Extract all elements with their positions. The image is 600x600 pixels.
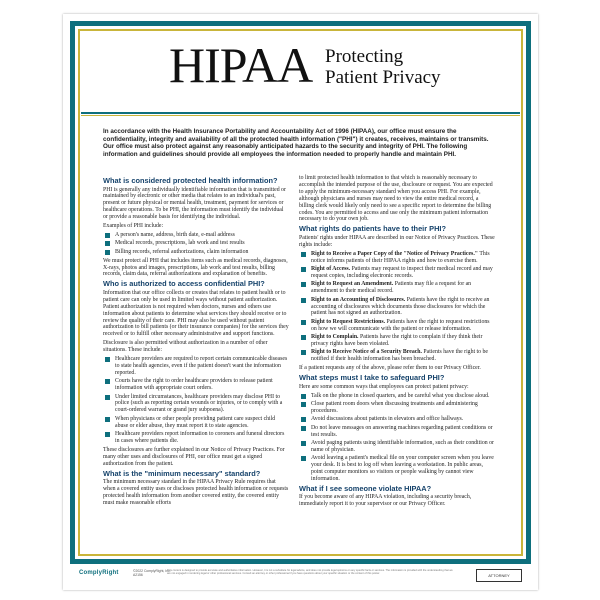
list-item: Right to Request an Amendment. Patients may file a request for an amendment to their medical record. [299,281,495,295]
poster-footer [75,568,526,582]
title-divider-accent [81,115,520,116]
bullet-square-icon [301,335,306,340]
section-heading-patient-rights: What rights do patients have to their PHI? [299,224,447,234]
paragraph: to limit protected health information to that which is reasonably necessary to accomplish the intended purpose of the use, disclosure or request. You are expected to apply the minimum-necessary standard when you access PHI. For example, although physicians and nurses may need to view the entire medical record, a billing clerk would likely only need to see a specific report to determine the billing codes. You are permitted to access and use only the minimum patient information necessary to do your own job. [299,175,493,223]
safeguard-list [299,393,495,483]
list-item: Avoid paging patients using identifiable information, such as their condition or name of physician. [299,440,495,454]
bullet-square-icon [105,379,110,384]
paragraph: Examples of PHI include: [103,223,164,230]
paragraph: Patients' rights under HIPAA are described in our Notice of Privacy Practices. These rights include: [299,234,495,248]
list-item: Right to Receive a Paper Copy of the "Notice of Privacy Practices." This notice informs patients of their HIPAA rights and how to exercise them. [299,251,495,265]
right-column [299,175,495,510]
copyright-notice: ©2022 ComplyRight, Inc. A2156 [133,569,171,577]
phi-examples-list [103,232,289,256]
bullet-square-icon [301,320,306,325]
bullet-square-icon [301,282,306,287]
list-item: Healthcare providers report information to coroners and funeral directors in cases where patients die. [103,431,289,445]
paragraph: The minimum necessary standard in the HIPAA Privacy Rule requires that when a covered entity uses or discloses protected health information or requests protected health information from another covered entity, the covered entity must make reasonable efforts [103,479,289,506]
list-item: Right of Access. Patients may request to inspect their medical record and may request copies, including electronic records. [299,266,495,280]
list-item: Healthcare providers are required to report certain communicable diseases to state health agencies, even if the patient doesn't want the information reported. [103,356,289,377]
title-divider [81,112,520,114]
poster-title: HIPAA [169,37,313,93]
paragraph: If a patient requests any of the above, please refer them to our Privacy Officer. [299,365,481,372]
complyright-logo: ComplyRight [79,570,119,576]
bullet-square-icon [105,233,110,238]
bullet-square-icon [301,350,306,355]
intro-paragraph: In accordance with the Health Insurance Portability and Accountability Act of 1996 (HIPAA), our office must ensure the confidentiality, integrity and availability of all the protected health information ("PHI") it creates, receives, maintains or transmits. Our office must also protect against any reasonably anticipated hazards to the security and integrity of PHI. The following information and guidelines should provide all employees the information needed to properly handle and maintain PHI. [103,128,489,158]
paragraph: Information that our office collects or creates that relates to patient health or to patient care can only be used in limited ways without patient authorization. Patient authorization is not required when doctors, nurses and others use information about patients to determine what services they should receive or to review the quality of their care. PHI may also be used without patient authorization to bill patients (or their insurance companies) for the services they received or to fulfill other necessary administrative and support functions. [103,289,289,338]
list-item: Billing records, referral authorizations, claim information [103,249,289,256]
list-item: Right to Receive Notice of a Security Breach. Patients have the right to be notified if their health information has been breached. [299,349,495,363]
paragraph: Here are some common ways that employees can protect patient privacy: [299,383,469,390]
section-heading-authorized-access: Who is authorized to access confidential PHI? [103,279,265,289]
bullet-square-icon [301,426,306,431]
subtitle-line-1: Protecting [325,46,404,67]
list-item: When physicians or other people providing patient care suspect child abuse or elder abuse, they must report it to state agencies. [103,416,289,430]
paragraph: We must protect all PHI that includes items such as medical records, diagnoses, X-rays, photos and images, prescriptions, lab work and test results, billing records, claim data, referral authorizations and explanation of benefits. [103,257,288,278]
list-item: Right to Complain. Patients have the right to complain if they think their privacy rights have been violated. [299,334,495,348]
list-item: Do not leave messages on answering machines regarding patient conditions or test results. [299,425,495,439]
list-item: Courts have the right to order healthcare providers to release patient information with appropriate court orders. [103,378,289,392]
disclosure-list [103,356,289,445]
bullet-square-icon [301,402,306,407]
bullet-square-icon [105,250,110,255]
bullet-square-icon [105,417,110,422]
section-heading-report-violation: What if I see someone violate HIPAA? [299,483,432,493]
bullet-square-icon [301,456,306,461]
bullet-square-icon [301,417,306,422]
list-item: Right to Request Restrictions. Patients have the right to request restrictions on how we will communicate with the patient or release information. [299,319,495,333]
section-heading-safeguard-phi: What steps must I take to safeguard PHI? [299,373,445,383]
bullet-square-icon [105,395,110,400]
left-column [103,175,289,509]
list-item: Under limited circumstances, healthcare providers may disclose PHI to police (such as reporting certain wounds or injuries, or to comply with a court-ordered warrant or grand jury subpoena). [103,394,289,415]
attorney-badge: ATTORNEY [476,569,522,582]
legal-disclaimer: This content is designed to provide accurate and authoritative information. However, it is not a substitute for legal advice, and does not provide legal opinions on any specific facts or services. The information is provided with the understanding that we are not engaged in rendering legal or other professional services. Consult an attorney or other professional if you have questions about your specific situation or the content of this poster. [167,569,453,576]
section-heading-minimum-necessary: What is the "minimum necessary" standard? [103,468,261,478]
poster-subtitle [325,46,441,88]
paragraph: These disclosures are further explained in our Notice of Privacy Practices. For many other uses and disclosures of PHI, our office must get a signed authorization from the patient. [103,446,285,467]
hipaa-poster [63,14,538,590]
list-item: Right to an Accounting of Disclosures. Patients have the right to receive an accounting of disclosures which documents those disclosures for which the patient has not signed an authorization. [299,297,495,318]
paragraph: PHI is generally any individually identifiable information that is transmitted or maintained by electronic or other media that relates to an individual's past, present or future physical or mental health, treatment, payment for services or healthcare operations. To be PHI, the information must identify the individual or provide a reasonable basis for identifying the individual. [103,186,286,221]
list-item: Close patient room doors when discussing treatments and administering procedures. [299,401,495,415]
bullet-square-icon [301,441,306,446]
bullet-square-icon [105,432,110,437]
list-item: Talk on the phone in closed quarters, and be careful what you disclose aloud. [299,393,495,400]
paragraph: If you become aware of any HIPAA violation, including a security breach, immediately report it to your supervisor or our Privacy Officer. [299,494,472,508]
bullet-square-icon [301,252,306,257]
list-item: Avoid leaving a patient's medical file on your computer screen when you leave your desk. It is best to log off when leaving a workstation. In public areas, point computer monitors so visitors or people walking by cannot view information. [299,455,495,483]
bullet-square-icon [105,357,110,362]
paragraph: Disclosure is also permitted without authorization in a number of other situations. These include: [103,340,268,354]
patient-rights-list [299,251,495,364]
bullet-square-icon [301,298,306,303]
list-item: Avoid discussions about patients in elevators and office hallways. [299,416,495,423]
list-item: A person's name, address, birth date, e-mail address [103,232,289,239]
bullet-square-icon [105,241,110,246]
subtitle-line-2: Patient Privacy [325,67,441,88]
list-item: Medical records, prescriptions, lab work and test results [103,240,289,247]
bullet-square-icon [301,394,306,399]
bullet-square-icon [301,267,306,272]
section-heading-protected-info: What is considered protected health information? [103,176,278,185]
